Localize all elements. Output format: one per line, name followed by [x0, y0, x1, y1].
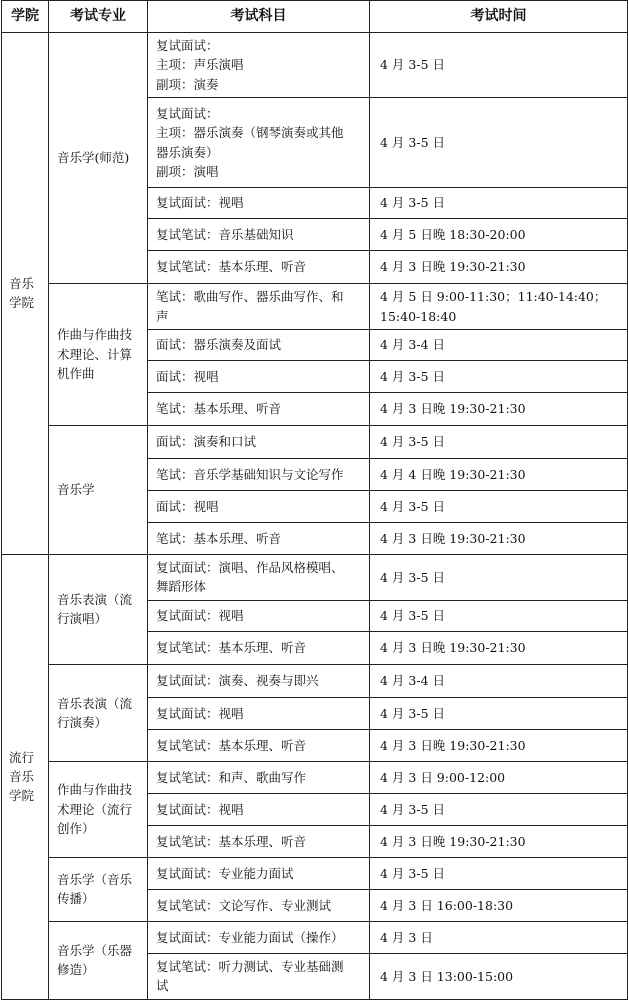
table-row	[2, 761, 628, 793]
time-cell: 4 月 3-5 日	[370, 360, 628, 392]
exam-schedule-table	[1, 0, 628, 1000]
time-cell: 4 月 3-4 日	[370, 664, 628, 697]
subject-cell: 复试笔试：基本乐理、听音	[148, 251, 370, 284]
time-cell: 4 月 3 日晚 19:30-21:30	[370, 522, 628, 554]
subject-cell: 复试笔试：基本乐理、听音	[148, 729, 370, 761]
subject-cell: 复试面试：视唱	[148, 600, 370, 631]
time-cell: 4 月 3 日晚 19:30-21:30	[370, 251, 628, 284]
time-cell: 4 月 5 日晚 18:30-20:00	[370, 219, 628, 251]
time-cell: 4 月 3-5 日	[370, 857, 628, 889]
subject-cell: 复试面试：视唱	[148, 697, 370, 729]
subject-cell: 复试面试：演唱、作品风格模唱、 舞蹈形体	[148, 554, 370, 600]
table-row	[2, 554, 628, 600]
time-cell: 4 月 3-5 日	[370, 425, 628, 458]
subject-cell: 复试面试：视唱	[148, 793, 370, 825]
major-cell: 作曲与作曲技 术理论、计算 机作曲	[49, 284, 148, 426]
subject-cell: 复试面试：专业能力面试	[148, 857, 370, 889]
time-cell: 4 月 5 日 9:00-11:30；11:40-14:40； 15:40-18:40	[370, 284, 628, 330]
header-row	[2, 1, 628, 33]
time-cell: 4 月 3-5 日	[370, 98, 628, 188]
subject-cell: 笔试：音乐学基础知识与文论写作	[148, 458, 370, 490]
subject-cell: 面试：器乐演奏及面试	[148, 329, 370, 360]
major-cell: 音乐学	[49, 425, 148, 554]
subject-cell: 复试面试：专业能力面试（操作）	[148, 921, 370, 953]
table-row	[2, 33, 628, 98]
subject-cell: 复试笔试：基本乐理、听音	[148, 825, 370, 857]
subject-cell: 复试笔试：文论写作、专业测试	[148, 889, 370, 921]
header-subject: 考试科目	[148, 1, 370, 33]
subject-cell: 复试面试：视唱	[148, 188, 370, 219]
time-cell: 4 月 3-4 日	[370, 329, 628, 360]
table-row	[2, 664, 628, 697]
time-cell: 4 月 3 日 9:00-12:00	[370, 761, 628, 793]
subject-cell: 复试笔试：音乐基础知识	[148, 219, 370, 251]
time-cell: 4 月 3-5 日	[370, 188, 628, 219]
subject-cell: 复试面试：演奏、视奏与即兴	[148, 664, 370, 697]
header-college: 学院	[2, 1, 49, 33]
time-cell: 4 月 3-5 日	[370, 793, 628, 825]
major-cell: 音乐学（乐器 修造）	[49, 921, 148, 999]
subject-cell: 面试：演奏和口试	[148, 425, 370, 458]
schedule-body	[2, 33, 628, 1000]
subject-cell: 面试：视唱	[148, 490, 370, 522]
time-cell: 4 月 3 日 13:00-15:00	[370, 953, 628, 999]
time-cell: 4 月 3-5 日	[370, 600, 628, 631]
major-cell: 作曲与作曲技 术理论（流行 创作）	[49, 761, 148, 857]
subject-cell: 复试笔试：基本乐理、听音	[148, 631, 370, 664]
subject-cell: 复试面试： 主项：声乐演唱 副项：演奏	[148, 33, 370, 98]
time-cell: 4 月 3 日	[370, 921, 628, 953]
major-cell: 音乐表演（流 行演唱）	[49, 554, 148, 664]
time-cell: 4 月 4 日晚 19:30-21:30	[370, 458, 628, 490]
college-cell: 流行 音乐 学院	[2, 554, 49, 999]
college-cell: 音乐 学院	[2, 33, 49, 555]
subject-cell: 复试笔试：听力测试、专业基础测 试	[148, 953, 370, 999]
time-cell: 4 月 3-5 日	[370, 697, 628, 729]
time-cell: 4 月 3 日晚 19:30-21:30	[370, 729, 628, 761]
major-cell: 音乐学（音乐 传播）	[49, 857, 148, 921]
time-cell: 4 月 3 日 16:00-18:30	[370, 889, 628, 921]
subject-cell: 笔试：歌曲写作、器乐曲写作、和 声	[148, 284, 370, 330]
subject-cell: 复试笔试：和声、歌曲写作	[148, 761, 370, 793]
subject-cell: 笔试：基本乐理、听音	[148, 392, 370, 425]
table-row	[2, 284, 628, 330]
time-cell: 4 月 3-5 日	[370, 554, 628, 600]
subject-cell: 笔试：基本乐理、听音	[148, 522, 370, 554]
major-cell: 音乐表演（流 行演奏）	[49, 664, 148, 761]
major-cell: 音乐学(师范)	[49, 33, 148, 284]
table-row	[2, 921, 628, 953]
time-cell: 4 月 3-5 日	[370, 33, 628, 98]
subject-cell: 面试：视唱	[148, 360, 370, 392]
time-cell: 4 月 3-5 日	[370, 490, 628, 522]
table-row	[2, 425, 628, 458]
header-time: 考试时间	[370, 1, 628, 33]
table-row	[2, 857, 628, 889]
time-cell: 4 月 3 日晚 19:30-21:30	[370, 392, 628, 425]
time-cell: 4 月 3 日晚 19:30-21:30	[370, 631, 628, 664]
time-cell: 4 月 3 日晚 19:30-21:30	[370, 825, 628, 857]
subject-cell: 复试面试： 主项：器乐演奏（钢琴演奏或其他 器乐演奏） 副项：演唱	[148, 98, 370, 188]
header-major: 考试专业	[49, 1, 148, 33]
